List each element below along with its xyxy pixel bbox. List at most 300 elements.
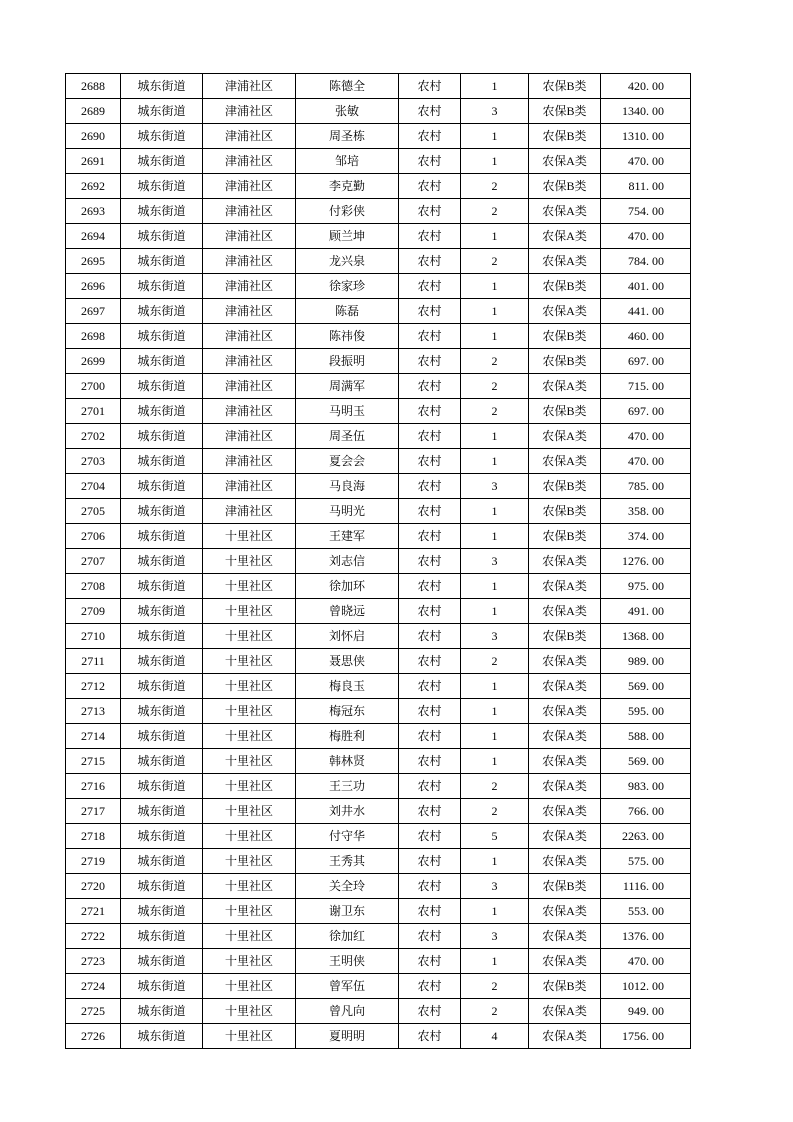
cell-community: 津浦社区 bbox=[203, 249, 296, 274]
cell-name: 徐家珍 bbox=[296, 274, 399, 299]
table-row bbox=[66, 899, 691, 924]
cell-person_count: 2 bbox=[461, 349, 529, 374]
cell-serial: 2710 bbox=[66, 624, 121, 649]
cell-community: 津浦社区 bbox=[203, 299, 296, 324]
cell-name: 梅良玉 bbox=[296, 674, 399, 699]
cell-name: 周圣伍 bbox=[296, 424, 399, 449]
table-row bbox=[66, 599, 691, 624]
cell-person_count: 1 bbox=[461, 899, 529, 924]
cell-name: 邹培 bbox=[296, 149, 399, 174]
cell-amount: 754. 00 bbox=[601, 199, 691, 224]
table-row bbox=[66, 249, 691, 274]
cell-name: 龙兴泉 bbox=[296, 249, 399, 274]
table-row bbox=[66, 274, 691, 299]
cell-amount: 358. 00 bbox=[601, 499, 691, 524]
cell-residence_type: 农村 bbox=[399, 299, 461, 324]
cell-street: 城东街道 bbox=[121, 299, 203, 324]
cell-name: 夏明明 bbox=[296, 1024, 399, 1049]
cell-person_count: 1 bbox=[461, 424, 529, 449]
cell-residence_type: 农村 bbox=[399, 124, 461, 149]
cell-person_count: 3 bbox=[461, 549, 529, 574]
cell-community: 十里社区 bbox=[203, 799, 296, 824]
cell-street: 城东街道 bbox=[121, 224, 203, 249]
table-row bbox=[66, 324, 691, 349]
cell-street: 城东街道 bbox=[121, 874, 203, 899]
cell-street: 城东街道 bbox=[121, 749, 203, 774]
cell-community: 十里社区 bbox=[203, 549, 296, 574]
cell-residence_type: 农村 bbox=[399, 724, 461, 749]
cell-person_count: 2 bbox=[461, 974, 529, 999]
cell-amount: 460. 00 bbox=[601, 324, 691, 349]
cell-residence_type: 农村 bbox=[399, 674, 461, 699]
cell-serial: 2700 bbox=[66, 374, 121, 399]
cell-insurance_category: 农保B类 bbox=[529, 624, 601, 649]
cell-residence_type: 农村 bbox=[399, 399, 461, 424]
cell-name: 曾凡向 bbox=[296, 999, 399, 1024]
cell-person_count: 1 bbox=[461, 449, 529, 474]
cell-amount: 989. 00 bbox=[601, 649, 691, 674]
cell-street: 城东街道 bbox=[121, 574, 203, 599]
table-row bbox=[66, 299, 691, 324]
table-row bbox=[66, 624, 691, 649]
cell-community: 津浦社区 bbox=[203, 74, 296, 99]
cell-insurance_category: 农保B类 bbox=[529, 99, 601, 124]
cell-serial: 2706 bbox=[66, 524, 121, 549]
cell-residence_type: 农村 bbox=[399, 474, 461, 499]
cell-insurance_category: 农保A类 bbox=[529, 1024, 601, 1049]
cell-residence_type: 农村 bbox=[399, 799, 461, 824]
cell-insurance_category: 农保A类 bbox=[529, 574, 601, 599]
cell-amount: 470. 00 bbox=[601, 449, 691, 474]
cell-person_count: 4 bbox=[461, 1024, 529, 1049]
cell-insurance_category: 农保A类 bbox=[529, 849, 601, 874]
cell-serial: 2691 bbox=[66, 149, 121, 174]
cell-serial: 2715 bbox=[66, 749, 121, 774]
table-body bbox=[66, 74, 691, 1049]
cell-amount: 975. 00 bbox=[601, 574, 691, 599]
cell-community: 十里社区 bbox=[203, 849, 296, 874]
cell-insurance_category: 农保A类 bbox=[529, 224, 601, 249]
cell-serial: 2708 bbox=[66, 574, 121, 599]
cell-residence_type: 农村 bbox=[399, 174, 461, 199]
cell-street: 城东街道 bbox=[121, 824, 203, 849]
table-row bbox=[66, 974, 691, 999]
cell-name: 王明侠 bbox=[296, 949, 399, 974]
cell-insurance_category: 农保A类 bbox=[529, 799, 601, 824]
cell-residence_type: 农村 bbox=[399, 949, 461, 974]
cell-street: 城东街道 bbox=[121, 199, 203, 224]
cell-residence_type: 农村 bbox=[399, 199, 461, 224]
cell-serial: 2696 bbox=[66, 274, 121, 299]
cell-residence_type: 农村 bbox=[399, 849, 461, 874]
cell-name: 陈磊 bbox=[296, 299, 399, 324]
cell-residence_type: 农村 bbox=[399, 774, 461, 799]
cell-name: 曾晓远 bbox=[296, 599, 399, 624]
cell-serial: 2717 bbox=[66, 799, 121, 824]
cell-serial: 2704 bbox=[66, 474, 121, 499]
cell-person_count: 1 bbox=[461, 499, 529, 524]
cell-name: 马明玉 bbox=[296, 399, 399, 424]
cell-insurance_category: 农保A类 bbox=[529, 199, 601, 224]
table-row bbox=[66, 649, 691, 674]
table-row bbox=[66, 124, 691, 149]
cell-person_count: 2 bbox=[461, 174, 529, 199]
cell-serial: 2689 bbox=[66, 99, 121, 124]
cell-name: 陈德全 bbox=[296, 74, 399, 99]
cell-street: 城东街道 bbox=[121, 849, 203, 874]
cell-name: 李克勤 bbox=[296, 174, 399, 199]
cell-residence_type: 农村 bbox=[399, 924, 461, 949]
cell-community: 津浦社区 bbox=[203, 474, 296, 499]
cell-name: 顾兰坤 bbox=[296, 224, 399, 249]
cell-residence_type: 农村 bbox=[399, 74, 461, 99]
cell-community: 十里社区 bbox=[203, 674, 296, 699]
cell-residence_type: 农村 bbox=[399, 624, 461, 649]
cell-amount: 1116. 00 bbox=[601, 874, 691, 899]
cell-residence_type: 农村 bbox=[399, 1024, 461, 1049]
cell-amount: 401. 00 bbox=[601, 274, 691, 299]
cell-serial: 2726 bbox=[66, 1024, 121, 1049]
cell-person_count: 2 bbox=[461, 374, 529, 399]
cell-street: 城东街道 bbox=[121, 774, 203, 799]
cell-name: 韩林贤 bbox=[296, 749, 399, 774]
table-row bbox=[66, 449, 691, 474]
cell-amount: 441. 00 bbox=[601, 299, 691, 324]
table-row bbox=[66, 949, 691, 974]
cell-person_count: 1 bbox=[461, 324, 529, 349]
cell-community: 津浦社区 bbox=[203, 399, 296, 424]
cell-serial: 2701 bbox=[66, 399, 121, 424]
cell-residence_type: 农村 bbox=[399, 349, 461, 374]
cell-name: 周圣栋 bbox=[296, 124, 399, 149]
cell-residence_type: 农村 bbox=[399, 874, 461, 899]
cell-insurance_category: 农保B类 bbox=[529, 74, 601, 99]
cell-person_count: 3 bbox=[461, 99, 529, 124]
cell-amount: 983. 00 bbox=[601, 774, 691, 799]
cell-street: 城东街道 bbox=[121, 274, 203, 299]
cell-residence_type: 农村 bbox=[399, 999, 461, 1024]
cell-serial: 2703 bbox=[66, 449, 121, 474]
cell-insurance_category: 农保B类 bbox=[529, 874, 601, 899]
cell-street: 城东街道 bbox=[121, 899, 203, 924]
cell-person_count: 2 bbox=[461, 799, 529, 824]
cell-person_count: 1 bbox=[461, 574, 529, 599]
cell-community: 十里社区 bbox=[203, 699, 296, 724]
cell-name: 马良海 bbox=[296, 474, 399, 499]
cell-street: 城东街道 bbox=[121, 599, 203, 624]
cell-insurance_category: 农保B类 bbox=[529, 524, 601, 549]
cell-street: 城东街道 bbox=[121, 324, 203, 349]
cell-serial: 2705 bbox=[66, 499, 121, 524]
cell-person_count: 1 bbox=[461, 149, 529, 174]
cell-residence_type: 农村 bbox=[399, 274, 461, 299]
cell-insurance_category: 农保A类 bbox=[529, 424, 601, 449]
cell-street: 城东街道 bbox=[121, 524, 203, 549]
cell-residence_type: 农村 bbox=[399, 99, 461, 124]
cell-street: 城东街道 bbox=[121, 449, 203, 474]
cell-insurance_category: 农保B类 bbox=[529, 974, 601, 999]
cell-person_count: 2 bbox=[461, 249, 529, 274]
cell-community: 十里社区 bbox=[203, 824, 296, 849]
cell-street: 城东街道 bbox=[121, 399, 203, 424]
table-row bbox=[66, 924, 691, 949]
cell-amount: 569. 00 bbox=[601, 674, 691, 699]
cell-person_count: 1 bbox=[461, 299, 529, 324]
table-row bbox=[66, 474, 691, 499]
cell-person_count: 1 bbox=[461, 699, 529, 724]
cell-community: 十里社区 bbox=[203, 924, 296, 949]
cell-residence_type: 农村 bbox=[399, 974, 461, 999]
cell-serial: 2718 bbox=[66, 824, 121, 849]
cell-serial: 2692 bbox=[66, 174, 121, 199]
cell-name: 王三功 bbox=[296, 774, 399, 799]
cell-residence_type: 农村 bbox=[399, 524, 461, 549]
cell-insurance_category: 农保B类 bbox=[529, 474, 601, 499]
table-row bbox=[66, 1024, 691, 1049]
cell-amount: 697. 00 bbox=[601, 399, 691, 424]
cell-insurance_category: 农保A类 bbox=[529, 674, 601, 699]
cell-community: 津浦社区 bbox=[203, 199, 296, 224]
cell-amount: 1340. 00 bbox=[601, 99, 691, 124]
cell-name: 徐加环 bbox=[296, 574, 399, 599]
cell-insurance_category: 农保B类 bbox=[529, 499, 601, 524]
cell-amount: 1276. 00 bbox=[601, 549, 691, 574]
cell-name: 徐加红 bbox=[296, 924, 399, 949]
cell-community: 十里社区 bbox=[203, 624, 296, 649]
cell-serial: 2693 bbox=[66, 199, 121, 224]
cell-community: 十里社区 bbox=[203, 949, 296, 974]
table-row bbox=[66, 424, 691, 449]
cell-street: 城东街道 bbox=[121, 499, 203, 524]
table-row bbox=[66, 149, 691, 174]
cell-serial: 2725 bbox=[66, 999, 121, 1024]
cell-residence_type: 农村 bbox=[399, 224, 461, 249]
table-row bbox=[66, 174, 691, 199]
cell-community: 津浦社区 bbox=[203, 374, 296, 399]
cell-street: 城东街道 bbox=[121, 724, 203, 749]
cell-community: 十里社区 bbox=[203, 524, 296, 549]
cell-community: 津浦社区 bbox=[203, 274, 296, 299]
cell-name: 刘志信 bbox=[296, 549, 399, 574]
cell-amount: 2263. 00 bbox=[601, 824, 691, 849]
table-row bbox=[66, 849, 691, 874]
cell-name: 夏会会 bbox=[296, 449, 399, 474]
cell-street: 城东街道 bbox=[121, 549, 203, 574]
cell-residence_type: 农村 bbox=[399, 574, 461, 599]
cell-serial: 2690 bbox=[66, 124, 121, 149]
table-row bbox=[66, 574, 691, 599]
cell-amount: 470. 00 bbox=[601, 949, 691, 974]
cell-serial: 2720 bbox=[66, 874, 121, 899]
cell-amount: 470. 00 bbox=[601, 424, 691, 449]
table-row bbox=[66, 199, 691, 224]
cell-amount: 588. 00 bbox=[601, 724, 691, 749]
cell-name: 周满军 bbox=[296, 374, 399, 399]
cell-amount: 1368. 00 bbox=[601, 624, 691, 649]
cell-insurance_category: 农保A类 bbox=[529, 924, 601, 949]
table-row bbox=[66, 549, 691, 574]
cell-amount: 697. 00 bbox=[601, 349, 691, 374]
cell-residence_type: 农村 bbox=[399, 324, 461, 349]
cell-amount: 766. 00 bbox=[601, 799, 691, 824]
cell-person_count: 1 bbox=[461, 599, 529, 624]
cell-community: 津浦社区 bbox=[203, 499, 296, 524]
cell-insurance_category: 农保A类 bbox=[529, 599, 601, 624]
cell-name: 曾军伍 bbox=[296, 974, 399, 999]
cell-residence_type: 农村 bbox=[399, 249, 461, 274]
cell-amount: 1310. 00 bbox=[601, 124, 691, 149]
cell-amount: 374. 00 bbox=[601, 524, 691, 549]
cell-name: 关全玲 bbox=[296, 874, 399, 899]
cell-community: 十里社区 bbox=[203, 649, 296, 674]
table-row bbox=[66, 699, 691, 724]
cell-street: 城东街道 bbox=[121, 424, 203, 449]
cell-person_count: 1 bbox=[461, 74, 529, 99]
cell-serial: 2723 bbox=[66, 949, 121, 974]
cell-amount: 553. 00 bbox=[601, 899, 691, 924]
cell-insurance_category: 农保A类 bbox=[529, 899, 601, 924]
cell-community: 津浦社区 bbox=[203, 99, 296, 124]
table-row bbox=[66, 724, 691, 749]
cell-person_count: 1 bbox=[461, 849, 529, 874]
cell-amount: 949. 00 bbox=[601, 999, 691, 1024]
cell-community: 津浦社区 bbox=[203, 124, 296, 149]
cell-amount: 470. 00 bbox=[601, 149, 691, 174]
cell-amount: 1376. 00 bbox=[601, 924, 691, 949]
cell-amount: 491. 00 bbox=[601, 599, 691, 624]
cell-street: 城东街道 bbox=[121, 349, 203, 374]
cell-community: 十里社区 bbox=[203, 1024, 296, 1049]
table-row bbox=[66, 674, 691, 699]
cell-street: 城东街道 bbox=[121, 649, 203, 674]
cell-street: 城东街道 bbox=[121, 699, 203, 724]
cell-serial: 2694 bbox=[66, 224, 121, 249]
cell-amount: 575. 00 bbox=[601, 849, 691, 874]
table-row bbox=[66, 499, 691, 524]
cell-residence_type: 农村 bbox=[399, 549, 461, 574]
cell-insurance_category: 农保A类 bbox=[529, 249, 601, 274]
cell-residence_type: 农村 bbox=[399, 599, 461, 624]
cell-serial: 2695 bbox=[66, 249, 121, 274]
cell-insurance_category: 农保A类 bbox=[529, 449, 601, 474]
cell-serial: 2724 bbox=[66, 974, 121, 999]
cell-person_count: 1 bbox=[461, 724, 529, 749]
cell-person_count: 2 bbox=[461, 399, 529, 424]
cell-amount: 569. 00 bbox=[601, 749, 691, 774]
cell-street: 城东街道 bbox=[121, 74, 203, 99]
cell-serial: 2699 bbox=[66, 349, 121, 374]
cell-street: 城东街道 bbox=[121, 949, 203, 974]
cell-insurance_category: 农保B类 bbox=[529, 324, 601, 349]
table-row bbox=[66, 999, 691, 1024]
cell-amount: 1012. 00 bbox=[601, 974, 691, 999]
cell-name: 刘怀启 bbox=[296, 624, 399, 649]
cell-insurance_category: 农保B类 bbox=[529, 174, 601, 199]
cell-community: 十里社区 bbox=[203, 749, 296, 774]
cell-street: 城东街道 bbox=[121, 999, 203, 1024]
cell-insurance_category: 农保B类 bbox=[529, 349, 601, 374]
cell-serial: 2698 bbox=[66, 324, 121, 349]
cell-street: 城东街道 bbox=[121, 374, 203, 399]
cell-serial: 2688 bbox=[66, 74, 121, 99]
cell-person_count: 5 bbox=[461, 824, 529, 849]
cell-name: 付彩侠 bbox=[296, 199, 399, 224]
cell-amount: 785. 00 bbox=[601, 474, 691, 499]
cell-serial: 2714 bbox=[66, 724, 121, 749]
cell-street: 城东街道 bbox=[121, 149, 203, 174]
cell-person_count: 2 bbox=[461, 199, 529, 224]
cell-insurance_category: 农保A类 bbox=[529, 824, 601, 849]
cell-residence_type: 农村 bbox=[399, 499, 461, 524]
cell-person_count: 2 bbox=[461, 774, 529, 799]
cell-person_count: 1 bbox=[461, 124, 529, 149]
cell-name: 马明光 bbox=[296, 499, 399, 524]
cell-name: 梅冠东 bbox=[296, 699, 399, 724]
cell-name: 段振明 bbox=[296, 349, 399, 374]
cell-insurance_category: 农保B类 bbox=[529, 124, 601, 149]
cell-insurance_category: 农保A类 bbox=[529, 724, 601, 749]
cell-insurance_category: 农保B类 bbox=[529, 399, 601, 424]
cell-person_count: 2 bbox=[461, 999, 529, 1024]
cell-street: 城东街道 bbox=[121, 99, 203, 124]
cell-serial: 2713 bbox=[66, 699, 121, 724]
cell-person_count: 1 bbox=[461, 674, 529, 699]
cell-serial: 2711 bbox=[66, 649, 121, 674]
cell-community: 十里社区 bbox=[203, 774, 296, 799]
cell-community: 津浦社区 bbox=[203, 149, 296, 174]
cell-insurance_category: 农保B类 bbox=[529, 274, 601, 299]
cell-amount: 811. 00 bbox=[601, 174, 691, 199]
cell-community: 十里社区 bbox=[203, 899, 296, 924]
cell-community: 津浦社区 bbox=[203, 224, 296, 249]
cell-residence_type: 农村 bbox=[399, 824, 461, 849]
cell-community: 津浦社区 bbox=[203, 174, 296, 199]
cell-street: 城东街道 bbox=[121, 1024, 203, 1049]
table-row bbox=[66, 749, 691, 774]
cell-residence_type: 农村 bbox=[399, 649, 461, 674]
cell-insurance_category: 农保A类 bbox=[529, 299, 601, 324]
cell-amount: 470. 00 bbox=[601, 224, 691, 249]
cell-name: 刘井水 bbox=[296, 799, 399, 824]
table-row bbox=[66, 74, 691, 99]
cell-residence_type: 农村 bbox=[399, 374, 461, 399]
cell-insurance_category: 农保A类 bbox=[529, 699, 601, 724]
cell-serial: 2702 bbox=[66, 424, 121, 449]
cell-serial: 2712 bbox=[66, 674, 121, 699]
cell-community: 津浦社区 bbox=[203, 424, 296, 449]
table-row bbox=[66, 374, 691, 399]
cell-street: 城东街道 bbox=[121, 249, 203, 274]
cell-serial: 2722 bbox=[66, 924, 121, 949]
cell-insurance_category: 农保A类 bbox=[529, 999, 601, 1024]
cell-name: 张敏 bbox=[296, 99, 399, 124]
cell-person_count: 2 bbox=[461, 649, 529, 674]
cell-amount: 420. 00 bbox=[601, 74, 691, 99]
cell-person_count: 1 bbox=[461, 749, 529, 774]
cell-community: 津浦社区 bbox=[203, 349, 296, 374]
cell-name: 聂思侠 bbox=[296, 649, 399, 674]
cell-community: 十里社区 bbox=[203, 999, 296, 1024]
cell-serial: 2709 bbox=[66, 599, 121, 624]
cell-person_count: 1 bbox=[461, 274, 529, 299]
cell-street: 城东街道 bbox=[121, 124, 203, 149]
cell-name: 陈祎俊 bbox=[296, 324, 399, 349]
cell-residence_type: 农村 bbox=[399, 899, 461, 924]
cell-community: 十里社区 bbox=[203, 599, 296, 624]
cell-residence_type: 农村 bbox=[399, 149, 461, 174]
cell-serial: 2719 bbox=[66, 849, 121, 874]
cell-person_count: 3 bbox=[461, 924, 529, 949]
